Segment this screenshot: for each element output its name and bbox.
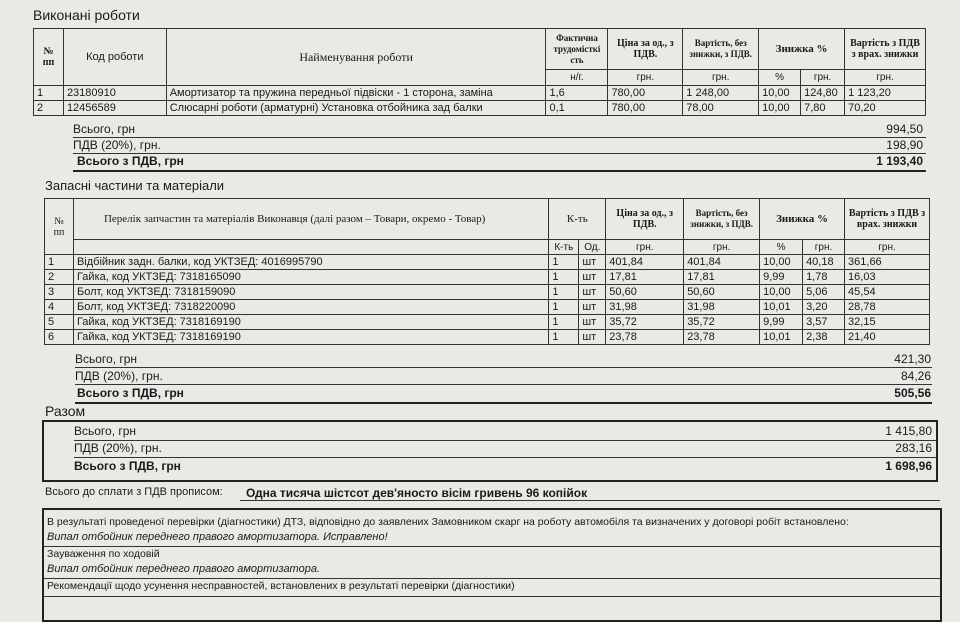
cell-num: 1 <box>34 86 64 101</box>
works-header-num: № пп <box>34 29 64 86</box>
cell-unit: шт <box>579 330 606 345</box>
total-gross <box>74 459 932 475</box>
cell-cost: 78,00 <box>683 101 759 116</box>
works-vat <box>73 138 923 154</box>
cell-unit: шт <box>579 300 606 315</box>
works-sum-value: 994,50 <box>886 122 923 136</box>
parts-header-name: Перелік запчастин та матеріалів Виконавця (далі разом – Товари, окремо - Товар) <box>73 199 548 240</box>
parts-sum-label: Всього, грн <box>75 352 138 366</box>
works-header-total: Вартість з ПДВ з врах. знижки <box>845 29 926 70</box>
cell-price: 50,60 <box>606 285 684 300</box>
parts-title: Запасні частини та матеріали <box>45 178 225 193</box>
parts-sum-value: 421,30 <box>894 352 931 366</box>
cell-total: 45,54 <box>845 285 930 300</box>
works-unit-labor: н/г. <box>546 70 608 86</box>
cell-total: 16,03 <box>845 270 930 285</box>
cell-pct: 10,00 <box>759 101 801 116</box>
table-row <box>45 270 930 285</box>
cell-disc: 2,38 <box>803 330 845 345</box>
diagnostics-remarks-label: Зауваження по ходовій <box>47 548 160 560</box>
parts-gross <box>77 386 931 402</box>
table-row <box>45 285 930 300</box>
parts-unit-unit: Од. <box>579 240 606 255</box>
cell-disc: 3,57 <box>803 315 845 330</box>
table-row <box>45 255 930 270</box>
cell-disc: 124,80 <box>801 86 845 101</box>
parts-unit-cost: грн. <box>684 240 760 255</box>
cell-unit: шт <box>579 285 606 300</box>
total-vat-value: 283,16 <box>895 441 932 455</box>
works-unit-pct: % <box>759 70 801 86</box>
cell-pct: 10,01 <box>760 300 803 315</box>
parts-unit-total: грн. <box>845 240 930 255</box>
cell-labor: 1,6 <box>546 86 608 101</box>
diagnostics-intro: В результаті проведеної перевірки (діагностики) ДТЗ, відповідно до заявлених Замовником скарг на роботу автомобіля та визначених у договорі робіт встановлено: <box>47 516 849 528</box>
total-vat-label: ПДВ (20%), грн. <box>74 441 162 455</box>
parts-header-discount: Знижка % <box>760 199 845 240</box>
cell-cost: 31,98 <box>684 300 760 315</box>
cell-name: Болт, код УКТЗЕД: 7318220090 <box>73 300 548 315</box>
works-unit-cost: грн. <box>683 70 759 86</box>
cell-cost: 23,78 <box>684 330 760 345</box>
total-sum <box>74 424 932 440</box>
cell-pct: 10,00 <box>759 86 801 101</box>
cell-pct: 10,00 <box>760 285 803 300</box>
parts-vat <box>75 369 931 385</box>
cell-name: Амортизатор та пружина передньої підвіски - 1 сторона, заміна <box>166 86 546 101</box>
cell-name: Гайка, код УКТЗЕД: 7318169190 <box>73 330 548 345</box>
cell-cost: 1 248,00 <box>683 86 759 101</box>
parts-header-cost: Вартість, без знижки, з ПДВ. <box>684 199 760 240</box>
cell-price: 35,72 <box>606 315 684 330</box>
cell-pct: 9,99 <box>760 315 803 330</box>
total-title: Разом <box>45 403 86 419</box>
cell-pct: 9,99 <box>760 270 803 285</box>
cell-n: 1 <box>45 255 74 270</box>
cell-name: Відбійник задн. балки, код УКТЗЕД: 4016995790 <box>73 255 548 270</box>
cell-disc: 3,20 <box>803 300 845 315</box>
parts-vat-value: 84,26 <box>900 369 931 383</box>
cell-total: 1 123,20 <box>845 86 926 101</box>
diagnostics-found: Випал отбойник переднего правого амортизатора. Исправлено! <box>47 531 388 543</box>
parts-unit-pct: % <box>760 240 803 255</box>
works-header-discount: Знижка % <box>759 29 845 70</box>
cell-name: Болт, код УКТЗЕД: 7318159090 <box>73 285 548 300</box>
cell-price: 780,00 <box>608 101 683 116</box>
parts-gross-value: 505,56 <box>894 386 931 400</box>
works-unit-total: грн. <box>845 70 926 86</box>
parts-unit-qty: К-ть <box>549 240 579 255</box>
parts-header-price: Ціна за од., з ПДВ. <box>606 199 684 240</box>
cell-price: 31,98 <box>606 300 684 315</box>
cell-disc: 40,18 <box>803 255 845 270</box>
cell-disc: 5,06 <box>803 285 845 300</box>
works-gross-label: Всього з ПДВ, грн <box>77 154 184 168</box>
cell-code: 23180910 <box>63 86 166 101</box>
table-row <box>34 101 926 116</box>
cell-qty: 1 <box>549 270 579 285</box>
table-row <box>34 86 926 101</box>
works-unit-price: грн. <box>608 70 683 86</box>
cell-name: Гайка, код УКТЗЕД: 7318165090 <box>73 270 548 285</box>
total-gross-value: 1 698,96 <box>885 459 932 473</box>
cell-qty: 1 <box>549 300 579 315</box>
cell-num: 2 <box>34 101 64 116</box>
works-table <box>33 28 926 116</box>
cell-price: 401,84 <box>606 255 684 270</box>
total-sum-label: Всього, грн <box>74 424 137 438</box>
cell-qty: 1 <box>549 315 579 330</box>
cell-unit: шт <box>579 315 606 330</box>
total-box <box>42 420 938 482</box>
cell-labor: 0,1 <box>546 101 608 116</box>
cell-price: 780,00 <box>608 86 683 101</box>
total-sum-value: 1 415,80 <box>885 424 932 438</box>
cell-unit: шт <box>579 255 606 270</box>
cell-name: Слюсарні роботи (арматурні) Установка отбойника зад балки <box>166 101 546 116</box>
works-gross-value: 1 193,40 <box>876 154 923 168</box>
cell-cost: 50,60 <box>684 285 760 300</box>
cell-unit: шт <box>579 270 606 285</box>
diagnostics-box <box>42 508 942 622</box>
parts-gross-label: Всього з ПДВ, грн <box>77 386 184 400</box>
parts-unit-disc: грн. <box>803 240 845 255</box>
diagnostics-remarks: Випал отбойник переднего правого амортизатора. <box>47 563 321 575</box>
cell-total: 28,78 <box>845 300 930 315</box>
parts-table <box>44 198 930 345</box>
words-value: Одна тисяча шістсот дев'яносто вісім гривень 96 копійок <box>246 486 588 500</box>
cell-cost: 35,72 <box>684 315 760 330</box>
parts-unit-price: грн. <box>606 240 684 255</box>
works-header-labor: Фактична трудомісткі сть <box>546 29 608 70</box>
cell-n: 2 <box>45 270 74 285</box>
diagnostics-recommend-label: Рекомендації щодо усунення несправностей, встановлених в результаті перевірки (діагностики) <box>47 580 515 592</box>
cell-n: 3 <box>45 285 74 300</box>
works-vat-value: 198,90 <box>886 138 923 152</box>
works-sum <box>73 122 923 138</box>
cell-total: 70,20 <box>845 101 926 116</box>
cell-n: 4 <box>45 300 74 315</box>
cell-total: 21,40 <box>845 330 930 345</box>
parts-sum <box>75 352 931 368</box>
works-header-cost: Вартість, без знижки, з ПДВ. <box>683 29 759 70</box>
total-vat <box>74 441 932 457</box>
works-header-name: Найменування роботи <box>166 29 546 86</box>
parts-header-qty: К-ть <box>549 199 606 240</box>
cell-cost: 401,84 <box>684 255 760 270</box>
cell-pct: 10,00 <box>760 255 803 270</box>
works-gross <box>77 154 923 170</box>
works-unit-disc: грн. <box>801 70 845 86</box>
cell-total: 361,66 <box>845 255 930 270</box>
cell-code: 12456589 <box>63 101 166 116</box>
cell-n: 5 <box>45 315 74 330</box>
cell-pct: 10,01 <box>760 330 803 345</box>
works-header-code: Код роботи <box>63 29 166 86</box>
parts-header-total: Вартість з ПДВ з врах. знижки <box>845 199 930 240</box>
cell-disc: 7,80 <box>801 101 845 116</box>
works-title: Виконані роботи <box>33 7 140 23</box>
cell-price: 23,78 <box>606 330 684 345</box>
cell-cost: 17,81 <box>684 270 760 285</box>
cell-price: 17,81 <box>606 270 684 285</box>
cell-disc: 1,78 <box>803 270 845 285</box>
cell-qty: 1 <box>549 255 579 270</box>
works-vat-label: ПДВ (20%), грн. <box>73 138 161 152</box>
table-row <box>45 330 930 345</box>
parts-header-num: № пп <box>45 199 74 255</box>
works-sum-label: Всього, грн <box>73 122 136 136</box>
cell-n: 6 <box>45 330 74 345</box>
words-label: Всього до сплати з ПДВ прописом: <box>45 486 223 498</box>
table-row <box>45 315 930 330</box>
cell-total: 32,15 <box>845 315 930 330</box>
parts-vat-label: ПДВ (20%), грн. <box>75 369 163 383</box>
cell-qty: 1 <box>549 330 579 345</box>
cell-qty: 1 <box>549 285 579 300</box>
table-row <box>45 300 930 315</box>
works-header-price: Ціна за од., з ПДВ. <box>608 29 683 70</box>
total-gross-label: Всього з ПДВ, грн <box>74 459 181 473</box>
cell-name: Гайка, код УКТЗЕД: 7318169190 <box>73 315 548 330</box>
